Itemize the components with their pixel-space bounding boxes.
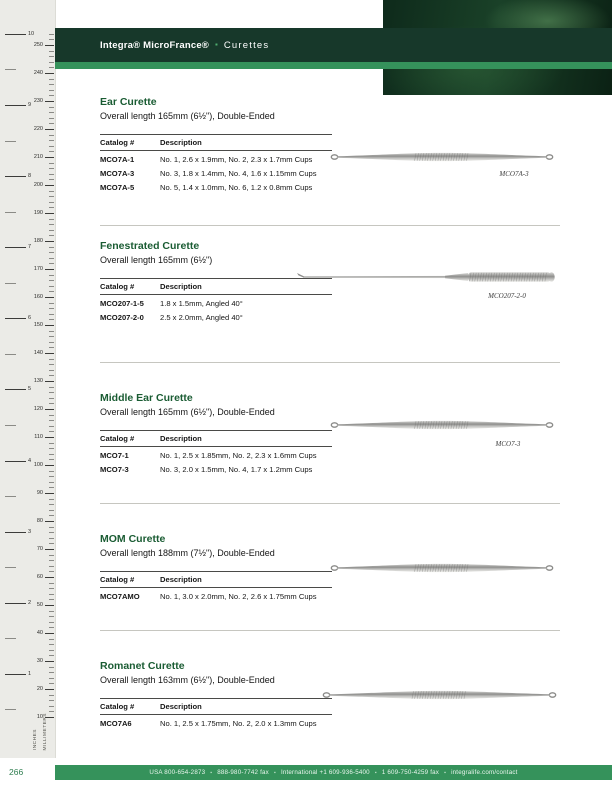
- catalog-number: MCO7A-3: [100, 168, 135, 178]
- col-catalog: Catalog #: [100, 575, 135, 584]
- footer-item: 1 609-750-4259 fax: [381, 769, 440, 776]
- ruler-caption-inches: INCHES: [33, 728, 38, 750]
- instrument-label: MCO7A-3: [499, 170, 529, 178]
- bullet-separator-icon: ▪: [444, 770, 447, 776]
- table-row: [100, 179, 332, 193]
- product-table: [100, 698, 332, 729]
- instrument-label: MCO7-3: [495, 440, 521, 448]
- section-title: Romanet Curette: [100, 660, 185, 672]
- col-description: Description: [160, 138, 202, 147]
- catalog-number: MCO7-1: [100, 450, 129, 460]
- bullet-separator-icon: ▪: [210, 770, 213, 776]
- instrument-label: MCO207-2-0: [488, 292, 526, 300]
- section-subtitle: Overall length 165mm (6½"), Double-Ended: [100, 111, 275, 121]
- bullet-separator-icon: ▪: [215, 40, 218, 49]
- catalog-number: MCO7A-1: [100, 154, 135, 164]
- page-number: 266: [9, 767, 24, 777]
- product-table: [100, 430, 332, 475]
- description: No. 1, 2.5 x 1.75mm, No. 2, 2.0 x 1.3mm Cups: [160, 718, 317, 728]
- accent-bar: [55, 62, 612, 69]
- instrument-image: [330, 557, 554, 605]
- table-row: [100, 151, 332, 165]
- title-bar: [55, 28, 612, 62]
- header-section-label: Curettes: [223, 39, 270, 51]
- section-subtitle: Overall length 163mm (6½"), Double-Ended: [100, 675, 275, 685]
- footer-link[interactable]: integralife.com/contact: [451, 769, 518, 776]
- catalog-number: MCO7A-5: [100, 182, 135, 192]
- table-row: [100, 447, 332, 461]
- product-section: [100, 533, 560, 602]
- col-description: Description: [160, 702, 202, 711]
- table-row: [100, 461, 332, 475]
- section-subtitle: Overall length 188mm (7½"), Double-Ended: [100, 548, 275, 558]
- footer-item: 888-980-7742 fax: [217, 769, 269, 776]
- description: No. 1, 2.5 x 1.85mm, No. 2, 2.3 x 1.6mm Cups: [160, 450, 317, 460]
- product-section: [100, 96, 560, 193]
- col-catalog: Catalog #: [100, 282, 135, 291]
- section-title: MOM Curette: [100, 533, 166, 545]
- description: No. 3, 1.8 x 1.4mm, No. 4, 1.6 x 1.15mm Cups: [160, 168, 317, 178]
- bullet-separator-icon: ▪: [374, 770, 377, 776]
- description: No. 3, 2.0 x 1.5mm, No. 4, 1.7 x 1.2mm Cups: [160, 464, 313, 474]
- footer-contact: [149, 769, 517, 776]
- section-divider: [100, 630, 560, 631]
- product-section: [100, 660, 560, 729]
- section-subtitle: Overall length 165mm (6½"): [100, 255, 213, 265]
- table-row: [100, 715, 332, 729]
- section-title: Fenestrated Curette: [100, 240, 200, 252]
- section-divider: [100, 362, 560, 363]
- description: No. 1, 3.0 x 2.0mm, No. 2, 2.6 x 1.75mm Cups: [160, 591, 317, 601]
- catalog-number: MCO207-1-5: [100, 298, 144, 308]
- section-subtitle: Overall length 165mm (6½"), Double-Ended: [100, 407, 275, 417]
- footer-item: International +1 609-936-5400: [280, 769, 370, 776]
- instrument-image: [330, 414, 554, 462]
- table-row: [100, 165, 332, 179]
- product-section: [100, 392, 560, 475]
- product-section: [100, 240, 560, 323]
- section-title: Ear Curette: [100, 96, 157, 108]
- catalog-number: MCO207-2-0: [100, 312, 144, 322]
- catalog-number: MCO7-3: [100, 464, 129, 474]
- bullet-separator-icon: ▪: [273, 770, 276, 776]
- table-header: [100, 134, 332, 151]
- curette-illustration: [330, 146, 554, 168]
- table-header: [100, 430, 332, 447]
- description: No. 1, 2.6 x 1.9mm, No. 2, 2.3 x 1.7mm Cups: [160, 154, 313, 164]
- product-table: [100, 134, 332, 193]
- table-header: [100, 571, 332, 588]
- description: No. 5, 1.4 x 1.0mm, No. 6, 1.2 x 0.8mm Cups: [160, 182, 313, 192]
- ruler: [0, 0, 56, 758]
- instrument-image: [330, 146, 554, 194]
- table-row: [100, 588, 332, 602]
- curette-illustration: [322, 684, 557, 706]
- section-divider: [100, 503, 560, 504]
- description: 2.5 x 2.0mm, Angled 40°: [160, 312, 243, 322]
- catalog-number: MCO7AMO: [100, 591, 140, 601]
- description: 1.8 x 1.5mm, Angled 40°: [160, 298, 243, 308]
- col-catalog: Catalog #: [100, 702, 135, 711]
- section-title: Middle Ear Curette: [100, 392, 193, 404]
- section-divider: [100, 225, 560, 226]
- col-description: Description: [160, 282, 202, 291]
- col-description: Description: [160, 434, 202, 443]
- instrument-image: [295, 266, 557, 314]
- catalog-number: MCO7A6: [100, 718, 132, 728]
- ruler-caption-millimeters: MILLIMETERS: [43, 712, 48, 750]
- col-catalog: Catalog #: [100, 434, 135, 443]
- curette-illustration: [295, 266, 557, 288]
- col-catalog: Catalog #: [100, 138, 135, 147]
- curette-illustration: [330, 557, 554, 579]
- ruler-ticks: 250 240 230 220 210 200 190 180 170 160 150 140 130 120 110 100 90 80 70 60 50 40 30 20 10 10 9 8 7 6 5 4 3 2 1: [0, 0, 55, 758]
- product-table: [100, 571, 332, 602]
- curette-illustration: [330, 414, 554, 436]
- instrument-image: [322, 684, 557, 732]
- table-header: [100, 698, 332, 715]
- brand-title: Integra® MicroFrance®: [100, 39, 210, 51]
- col-description: Description: [160, 575, 202, 584]
- footer-item: USA 800-654-2873: [149, 769, 206, 776]
- page-footer: [55, 765, 612, 780]
